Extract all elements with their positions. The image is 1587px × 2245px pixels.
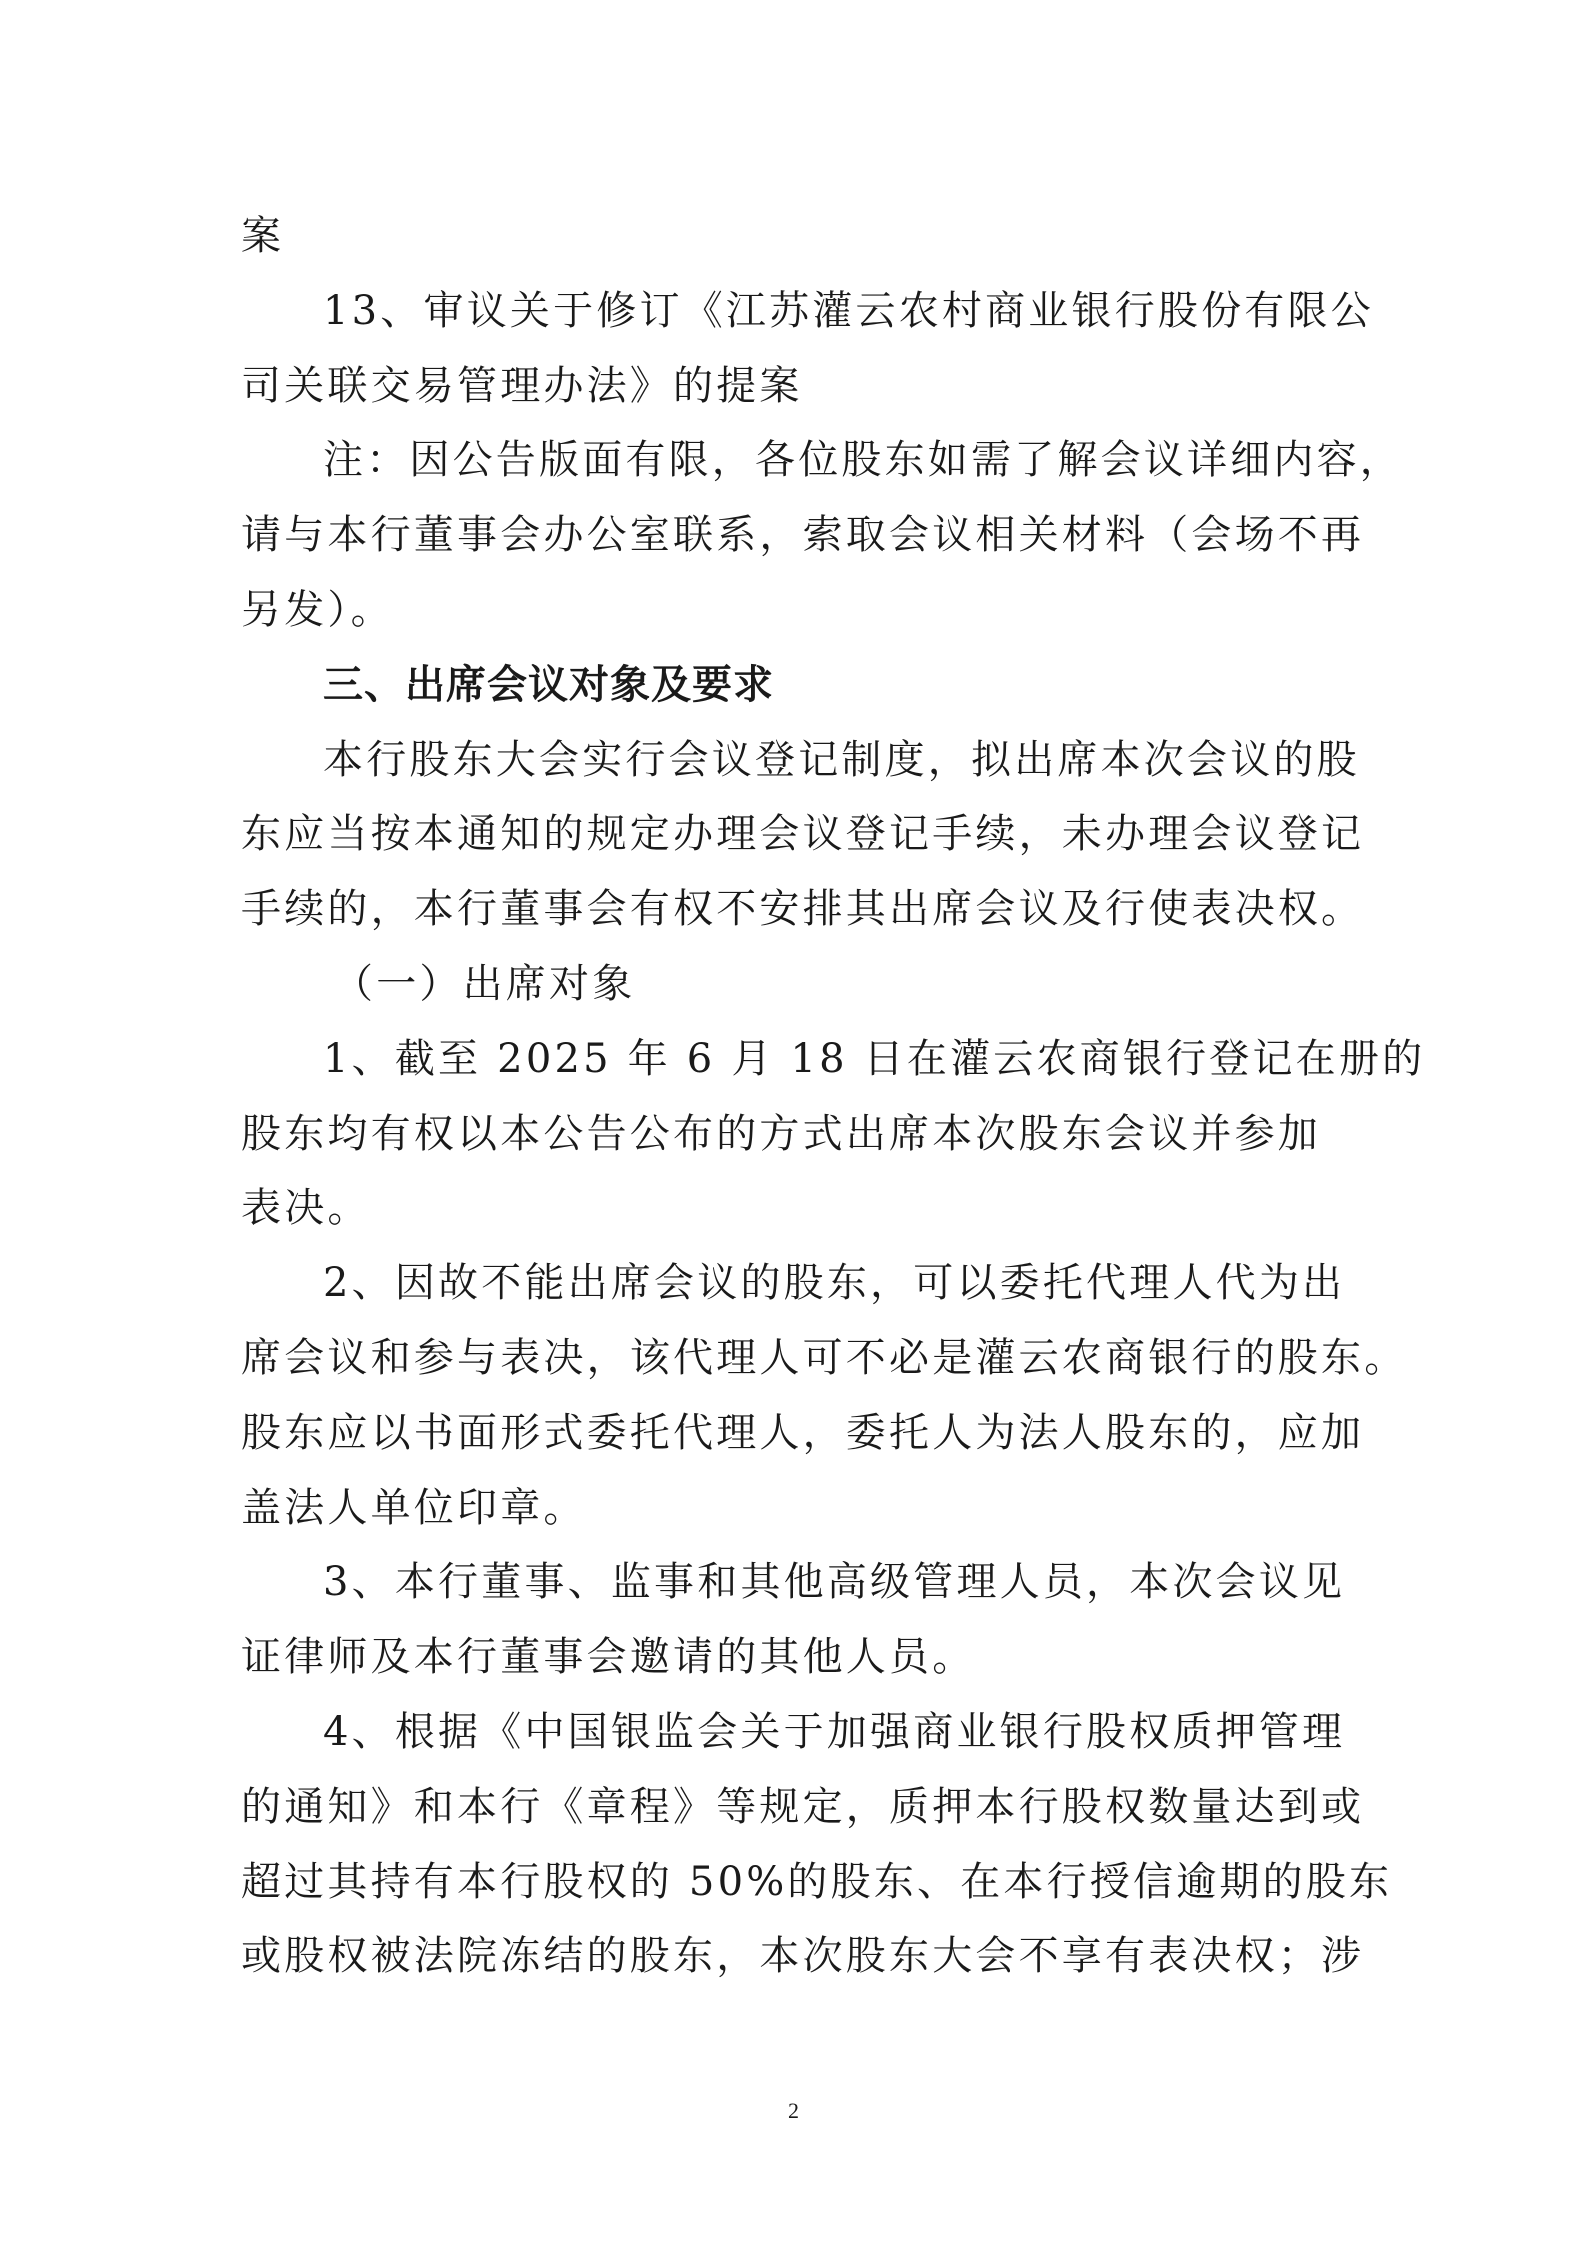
text-line: 案: [241, 213, 285, 259]
item-3: 3、本行董事、监事和其他高级管理人员，本次会议见: [323, 1559, 1346, 1605]
item-1: 1、截至 2025 年 6 月 18 日在灌云农商银行登记在册的: [323, 1036, 1426, 1082]
text-line: 请与本行董事会办公室联系，索取会议相关材料（会场不再: [241, 512, 1365, 558]
item-2: 2、因故不能出席会议的股东，可以委托代理人代为出: [323, 1260, 1346, 1306]
section-paragraph: 本行股东大会实行会议登记制度，拟出席本次会议的股: [323, 737, 1360, 783]
text-line: 表决。: [241, 1185, 371, 1231]
text-line: 盖法人单位印章。: [241, 1485, 587, 1531]
item-4: 4、根据《中国银监会关于加强商业银行股权质押管理: [323, 1709, 1346, 1755]
note-paragraph: 注：因公告版面有限，各位股东如需了解会议详细内容，: [323, 437, 1403, 483]
text-line: 超过其持有本行股权的 50%的股东、在本行授信逾期的股东: [241, 1859, 1393, 1905]
text-line: 证律师及本行董事会邀请的其他人员。: [241, 1634, 976, 1680]
text-line: 的通知》和本行《章程》等规定，质押本行股权数量达到或: [241, 1784, 1365, 1830]
agenda-item-13: 13、审议关于修订《江苏灌云农村商业银行股份有限公: [323, 288, 1374, 334]
section-heading: 三、出席会议对象及要求: [323, 662, 774, 708]
text-line: 手续的，本行董事会有权不安排其出席会议及行使表决权。: [241, 886, 1365, 932]
subsection-heading: （一）出席对象: [333, 961, 636, 1007]
text-line: 股东应以书面形式委托代理人，委托人为法人股东的，应加: [241, 1410, 1365, 1456]
text-line: 股东均有权以本公告公布的方式出席本次股东会议并参加: [241, 1111, 1321, 1157]
text-line: 席会议和参与表决，该代理人可不必是灌云农商银行的股东。: [241, 1335, 1408, 1381]
page-number: 2: [788, 2098, 799, 2123]
text-line: 东应当按本通知的规定办理会议登记手续，未办理会议登记: [241, 811, 1365, 857]
text-line: 另发）。: [241, 587, 394, 633]
text-line: 或股权被法院冻结的股东，本次股东大会不享有表决权；涉: [241, 1933, 1365, 1979]
text-line: 司关联交易管理办法》的提案: [241, 363, 803, 409]
